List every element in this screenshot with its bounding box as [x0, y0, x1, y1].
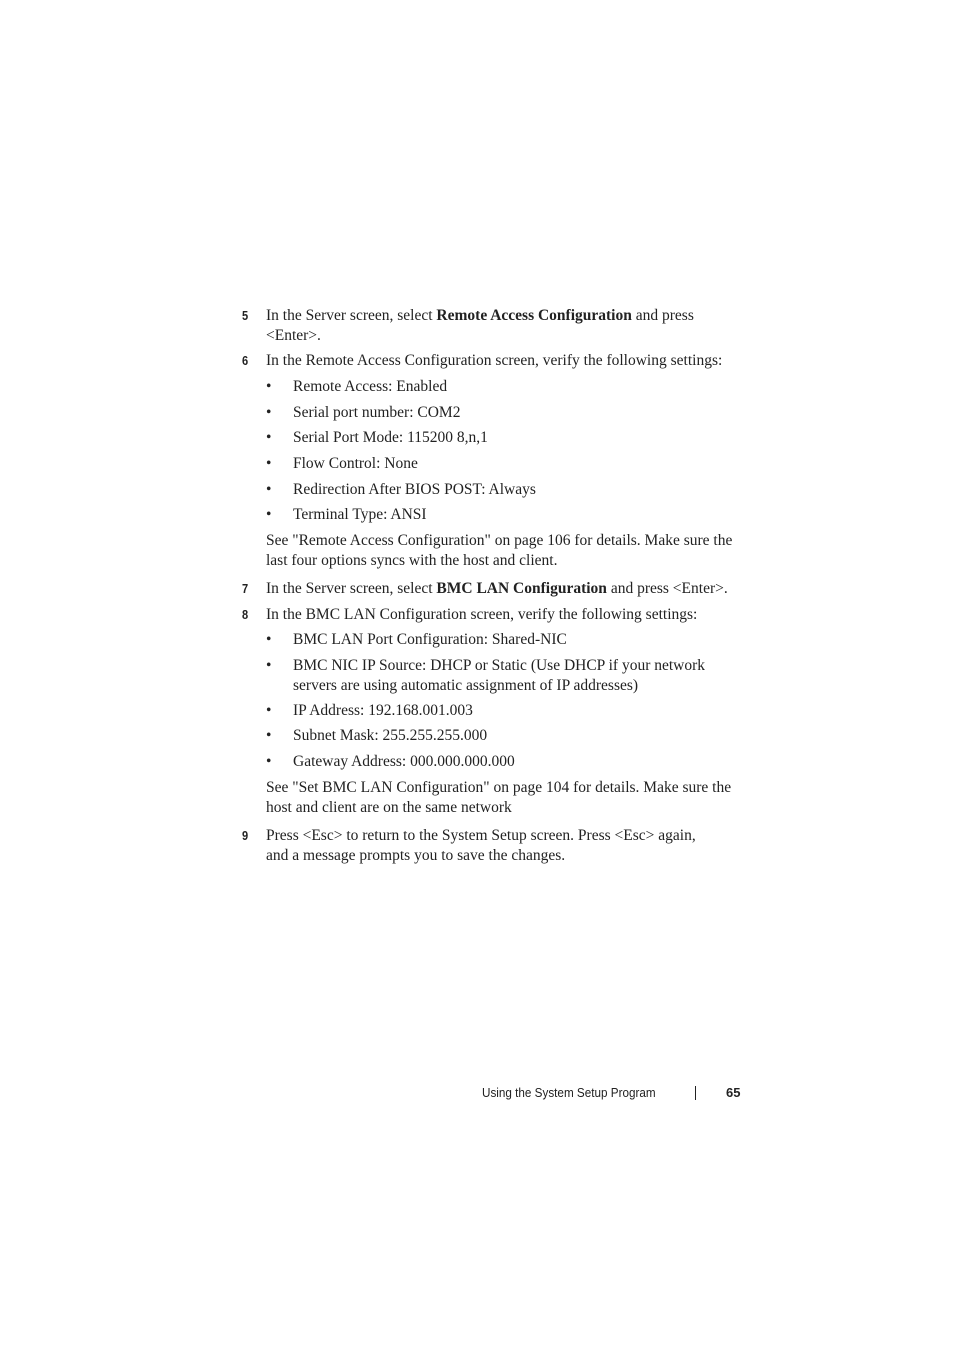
menu-option: Remote Access Configuration [436, 307, 632, 324]
step-text-line: Press <Esc> to return to the System Setup screen. Press <Esc> again, [266, 827, 696, 844]
bullet-marker: • [266, 657, 272, 674]
bullet-marker: • [266, 378, 272, 395]
bullet-marker: • [266, 631, 272, 648]
step-number: 7 [242, 581, 249, 596]
footer-separator [695, 1086, 696, 1100]
bullet-marker: • [266, 429, 272, 446]
step-text-line: In the Remote Access Configuration screen, verify the following settings: [266, 352, 723, 369]
step-text-line: <Enter>. [266, 326, 321, 344]
bullet-marker: • [266, 753, 272, 770]
step-9 [242, 826, 748, 865]
step-text-line: and a message prompts you to save the changes. [266, 846, 566, 864]
step-number: 9 [242, 828, 249, 843]
bullet-marker: • [266, 506, 272, 523]
step-number: 5 [242, 308, 249, 323]
menu-option: BMC LAN Configuration [436, 580, 607, 597]
step-7 [242, 579, 748, 599]
page-number: 65 [726, 1085, 741, 1100]
footer-chapter-title: Using the System Setup Program [482, 1085, 656, 1100]
step-text-line: In the Server screen, select Remote Access Configuration and press [266, 307, 694, 324]
step-number: 6 [242, 353, 249, 368]
bullet-marker: • [266, 727, 272, 744]
bullet-marker: • [266, 702, 272, 719]
step-5 [242, 306, 748, 345]
step-number: 8 [242, 607, 249, 622]
step-text-line: In the Server screen, select BMC LAN Configuration and press <Enter>. [266, 580, 728, 597]
bullet-marker: • [266, 404, 272, 421]
bullet-marker: • [266, 481, 272, 498]
note-paragraph: See "Remote Access Configuration" on page 106 for details. Make sure the last four options syncs with the host and client. [266, 532, 733, 569]
step-6 [242, 351, 748, 371]
step-8 [242, 605, 748, 625]
note-paragraph: See "Set BMC LAN Configuration" on page 104 for details. Make sure the host and client are on the same network [266, 779, 732, 816]
step-text-line: In the BMC LAN Configuration screen, verify the following settings: [266, 606, 698, 623]
bullet-marker: • [266, 455, 272, 472]
